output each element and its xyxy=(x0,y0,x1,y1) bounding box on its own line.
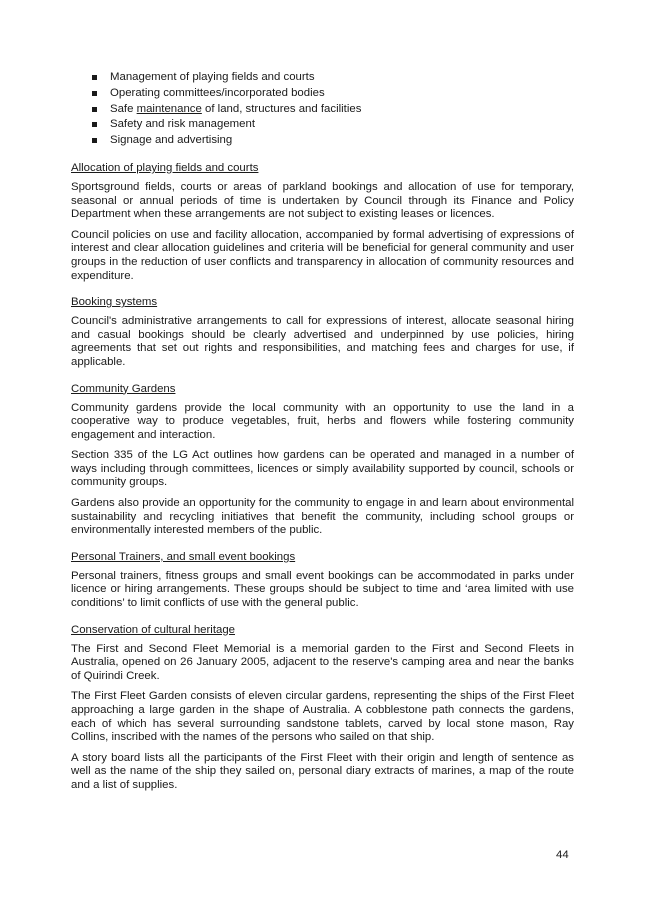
list-item-text-prefix: Safe xyxy=(110,102,137,115)
list-item-text: Safety and risk management xyxy=(110,118,255,131)
square-bullet-icon xyxy=(92,107,97,112)
bullet-list xyxy=(71,70,574,149)
list-item xyxy=(71,70,574,86)
section-heading-heritage: Conservation of cultural heritage xyxy=(71,623,235,636)
maintenance-link[interactable]: maintenance xyxy=(136,102,202,115)
page-number: 44 xyxy=(556,849,569,861)
paragraph: Council policies on use and facility allocation, accompanied by formal advertising of expressions of interest and clear allocation guidelines and criteria will be beneficial for general community and user groups in the reduction of user conflicts and transparency in allocation of community resources and expenditure. xyxy=(71,228,574,282)
list-item xyxy=(71,133,574,149)
paragraph: The First and Second Fleet Memorial is a memorial garden to the First and Second Fleets in Australia, opened on 26 January 2005, adjacent to the reserve's camping area and near the banks of Quirindi Creek. xyxy=(71,642,574,682)
section-heading-gardens: Community Gardens xyxy=(71,382,176,395)
paragraph: Sportsground fields, courts or areas of parkland bookings and allocation of use for temporary, seasonal or annual periods of time is undertaken by Council through its Finance and Policy Department when these arrangements are not subject to existing leases or licences. xyxy=(71,180,574,221)
list-item xyxy=(71,102,574,118)
list-item-text: Management of playing fields and courts xyxy=(110,71,315,83)
section-heading-allocation: Allocation of playing fields and courts xyxy=(71,161,259,174)
paragraph: Council's administrative arrangements to call for expressions of interest, allocate seasonal hiring and casual bookings should be clearly advertised and underpinned by use policies, hiring agreements that set out rights and responsibilities, and matching fees and charges for use, if applicable. xyxy=(71,315,574,368)
section-heading-booking: Booking systems xyxy=(71,296,158,309)
square-bullet-icon xyxy=(92,75,97,80)
list-item-text: Operating committees/incorporated bodies xyxy=(110,86,325,99)
list-item-text-suffix: of land, structures and facilities xyxy=(201,102,362,115)
section-heading-trainers: Personal Trainers, and small event bookings xyxy=(71,550,296,563)
paragraph: The First Fleet Garden consists of eleven circular gardens, representing the ships of the First Fleet approaching a large garden in the shape of Australia. A cobblestone path connects the gardens, each of which has several surrounding sandstone tablets, carved by local stone mason, Ray Collins, inscribed with the names of the persons who sailed on that ship. xyxy=(71,690,574,744)
paragraph: Section 335 of the LG Act outlines how gardens can be operated and managed in a number of ways including through committees, licences or simply availability supported by council, schools or community groups. xyxy=(71,449,574,489)
square-bullet-icon xyxy=(92,91,97,96)
document-page xyxy=(71,70,574,800)
paragraph: Community gardens provide the local community with an opportunity to use the land in a cooperative way to produce vegetables, fruit, herbs and flowers while fostering community engagement and interaction. xyxy=(71,401,574,441)
square-bullet-icon xyxy=(92,138,97,143)
paragraph: A story board lists all the participants of the First Fleet with their origin and length of sentence as well as the name of the ship they sailed on, personal diary extracts of marines, a map of the route and a list of supplies. xyxy=(71,751,574,791)
square-bullet-icon xyxy=(92,122,97,127)
list-item-text: Signage and advertising xyxy=(110,134,233,147)
list-item xyxy=(71,117,574,133)
paragraph: Personal trainers, fitness groups and small event bookings can be accommodated in parks under licence or hiring arrangements. These groups should be subject to time and ‘area limited with use conditions’ to limit conflicts of use with the general public. xyxy=(71,569,574,610)
list-item xyxy=(71,86,574,102)
paragraph: Gardens also provide an opportunity for the community to engage in and learn about environmental sustainability and recycling initiatives that benefit the community, including school groups or environmentally interested members of the public. xyxy=(71,497,574,537)
